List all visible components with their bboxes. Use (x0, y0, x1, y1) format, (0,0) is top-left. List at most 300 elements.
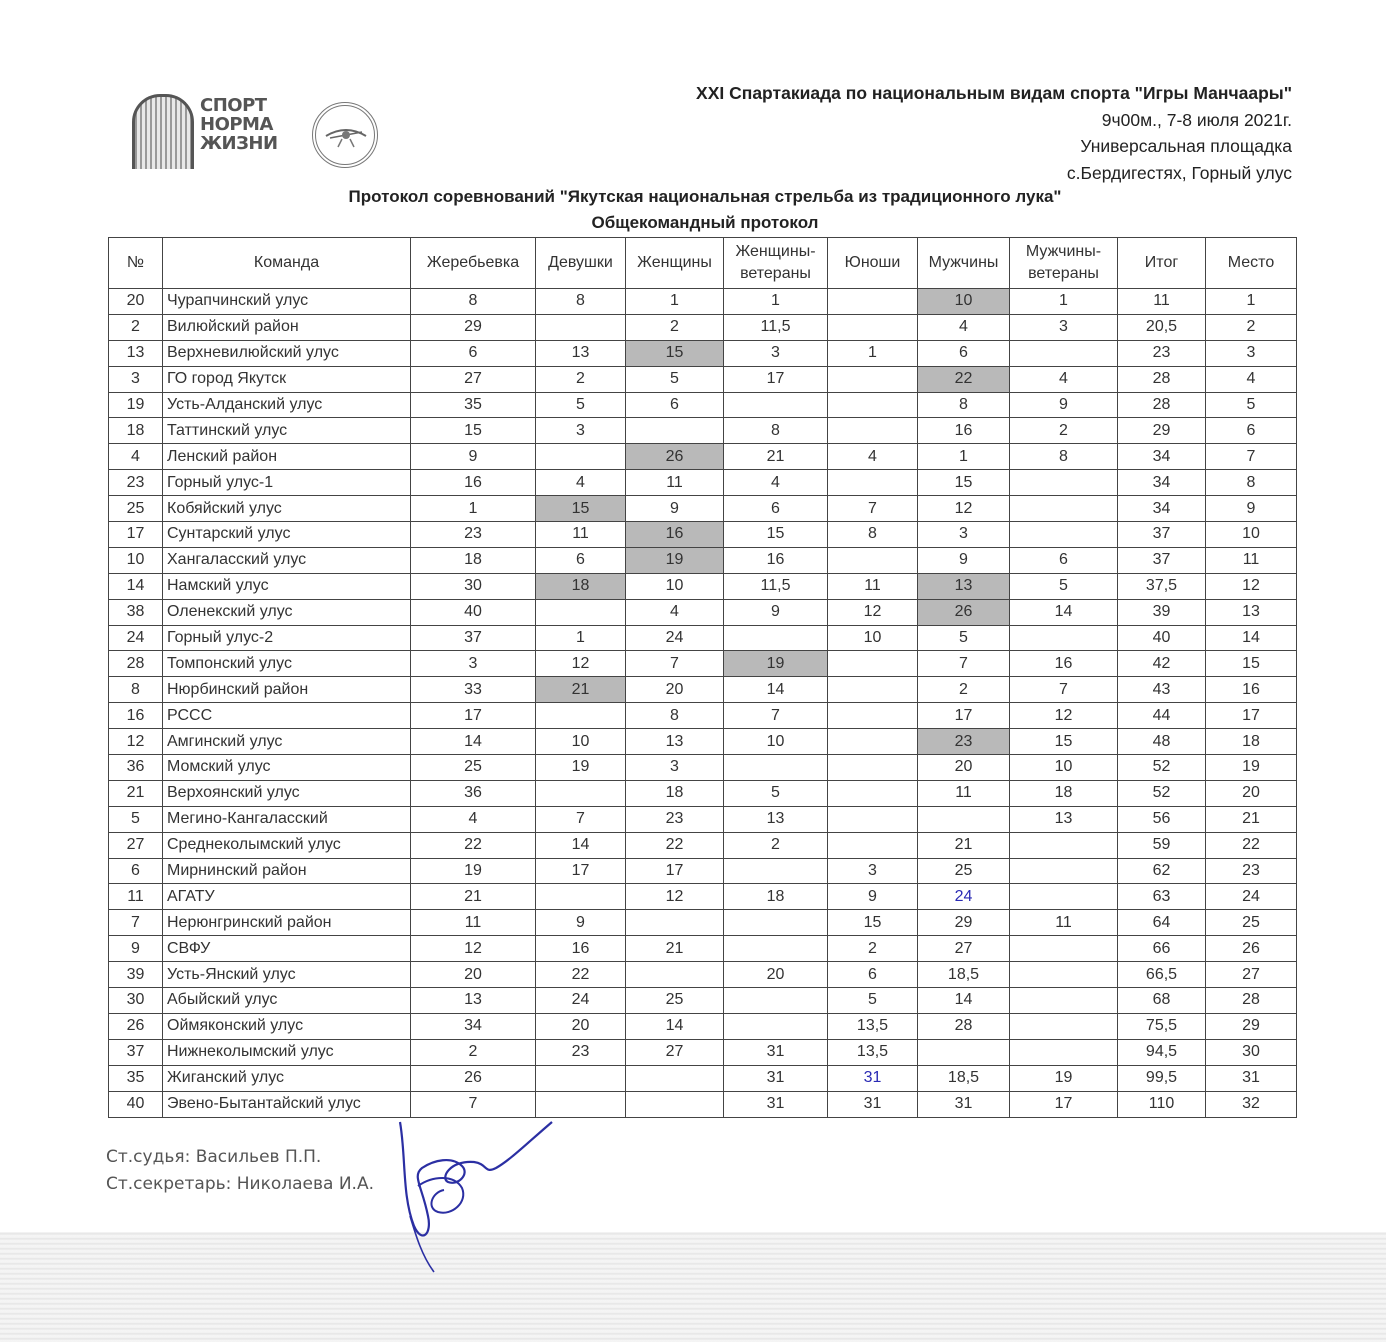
girls-score: 2 (536, 366, 626, 392)
total-score: 23 (1118, 340, 1206, 366)
youth-score (828, 780, 918, 806)
youth-score: 8 (828, 522, 918, 548)
youth-score (828, 470, 918, 496)
column-header: Итог (1118, 238, 1206, 289)
total-score: 39 (1118, 599, 1206, 625)
row-number: 35 (109, 1065, 163, 1091)
table-row (109, 677, 1297, 703)
draw-cell: 29 (411, 314, 536, 340)
team-name: Среднеколымский улус (163, 832, 411, 858)
youth-score: 13,5 (828, 1013, 918, 1039)
draw-cell: 36 (411, 780, 536, 806)
row-number: 26 (109, 1013, 163, 1039)
men-score: 11 (918, 780, 1010, 806)
draw-cell: 26 (411, 1065, 536, 1091)
team-name: Вилюйский район (163, 314, 411, 340)
women-veterans-score: 11,5 (724, 314, 828, 340)
table-row (109, 755, 1297, 781)
draw-cell: 17 (411, 703, 536, 729)
draw-cell: 33 (411, 677, 536, 703)
youth-score (828, 806, 918, 832)
table-row (109, 910, 1297, 936)
men-veterans-score (1010, 962, 1118, 988)
men-score (918, 1039, 1010, 1065)
logos (130, 92, 390, 170)
youth-score (828, 418, 918, 444)
team-name: Горный улус-2 (163, 625, 411, 651)
chief-secretary: Ст.секретарь: Николаева И.А. (106, 1174, 374, 1194)
women-score: 8 (626, 703, 724, 729)
men-score: 20 (918, 755, 1010, 781)
event-title: XXI Спартакиада по национальным видам спорта "Игры Манчаары" (696, 83, 1292, 103)
youth-score (828, 677, 918, 703)
total-score: 99,5 (1118, 1065, 1206, 1091)
men-veterans-score: 6 (1010, 547, 1118, 573)
girls-score: 17 (536, 858, 626, 884)
draw-cell: 15 (411, 418, 536, 444)
women-score (626, 418, 724, 444)
women-veterans-score: 31 (724, 1065, 828, 1091)
girls-score (536, 599, 626, 625)
team-name: РССС (163, 703, 411, 729)
place-cell: 26 (1206, 936, 1297, 962)
total-score: 64 (1118, 910, 1206, 936)
draw-cell: 21 (411, 884, 536, 910)
men-veterans-score: 2 (1010, 418, 1118, 444)
draw-cell: 35 (411, 392, 536, 418)
table-row (109, 573, 1297, 599)
total-score: 11 (1118, 289, 1206, 315)
table-row (109, 522, 1297, 548)
table-row (109, 832, 1297, 858)
draw-cell: 23 (411, 522, 536, 548)
total-score: 66,5 (1118, 962, 1206, 988)
team-name: Нюрбинский район (163, 677, 411, 703)
table-row (109, 1065, 1297, 1091)
row-number: 30 (109, 988, 163, 1014)
draw-cell: 20 (411, 962, 536, 988)
event-venue: Универсальная площадка (1080, 136, 1292, 156)
women-score: 20 (626, 677, 724, 703)
draw-cell: 9 (411, 444, 536, 470)
men-veterans-score: 9 (1010, 392, 1118, 418)
women-veterans-score: 8 (724, 418, 828, 444)
girls-score: 5 (536, 392, 626, 418)
draw-cell: 30 (411, 573, 536, 599)
place-cell: 29 (1206, 1013, 1297, 1039)
women-score: 26 (626, 444, 724, 470)
men-score: 15 (918, 470, 1010, 496)
chief-judge: Ст.судья: Васильев П.П. (106, 1147, 322, 1167)
youth-score: 31 (828, 1091, 918, 1117)
place-cell: 9 (1206, 496, 1297, 522)
men-veterans-score (1010, 522, 1118, 548)
sport-norm-logo (130, 92, 295, 168)
row-number: 9 (109, 936, 163, 962)
row-number: 6 (109, 858, 163, 884)
team-name: Мирнинский район (163, 858, 411, 884)
men-score: 25 (918, 858, 1010, 884)
total-score: 37 (1118, 522, 1206, 548)
draw-cell: 13 (411, 988, 536, 1014)
table-row (109, 962, 1297, 988)
team-name: Томпонский улус (163, 651, 411, 677)
women-veterans-score: 11,5 (724, 573, 828, 599)
girls-score: 14 (536, 832, 626, 858)
team-name: Таттинский улус (163, 418, 411, 444)
row-number: 7 (109, 910, 163, 936)
team-name: Эвено-Бытантайский улус (163, 1091, 411, 1117)
girls-score: 4 (536, 470, 626, 496)
women-score: 17 (626, 858, 724, 884)
men-veterans-score (1010, 340, 1118, 366)
team-name: Оймяконский улус (163, 1013, 411, 1039)
place-cell: 11 (1206, 547, 1297, 573)
men-veterans-score: 7 (1010, 677, 1118, 703)
draw-cell: 16 (411, 470, 536, 496)
men-veterans-score: 18 (1010, 780, 1118, 806)
women-score: 21 (626, 936, 724, 962)
men-veterans-score: 8 (1010, 444, 1118, 470)
place-cell: 22 (1206, 832, 1297, 858)
table-row (109, 936, 1297, 962)
row-number: 25 (109, 496, 163, 522)
women-veterans-score: 1 (724, 289, 828, 315)
table-row (109, 729, 1297, 755)
girls-score: 13 (536, 340, 626, 366)
total-score: 68 (1118, 988, 1206, 1014)
event-location: с.Бердигестях, Горный улус (1066, 162, 1292, 183)
place-cell: 28 (1206, 988, 1297, 1014)
women-veterans-score: 4 (724, 470, 828, 496)
table-row (109, 780, 1297, 806)
table-row (109, 884, 1297, 910)
draw-cell: 34 (411, 1013, 536, 1039)
girls-score (536, 314, 626, 340)
women-veterans-score: 16 (724, 547, 828, 573)
total-score: 56 (1118, 806, 1206, 832)
place-cell: 2 (1206, 314, 1297, 340)
draw-cell: 12 (411, 936, 536, 962)
draw-cell: 40 (411, 599, 536, 625)
row-number: 3 (109, 366, 163, 392)
girls-score (536, 703, 626, 729)
total-score: 40 (1118, 625, 1206, 651)
girls-score: 1 (536, 625, 626, 651)
men-score: 27 (918, 936, 1010, 962)
girls-score: 21 (536, 677, 626, 703)
row-number: 14 (109, 573, 163, 599)
total-score: 37 (1118, 547, 1206, 573)
women-score: 3 (626, 755, 724, 781)
men-veterans-score: 3 (1010, 314, 1118, 340)
row-number: 23 (109, 470, 163, 496)
youth-score: 13,5 (828, 1039, 918, 1065)
men-score: 21 (918, 832, 1010, 858)
men-score: 24 (918, 884, 1010, 910)
youth-score: 7 (828, 496, 918, 522)
team-name: СВФУ (163, 936, 411, 962)
girls-score: 3 (536, 418, 626, 444)
women-veterans-score: 21 (724, 444, 828, 470)
place-cell: 13 (1206, 599, 1297, 625)
youth-score: 9 (828, 884, 918, 910)
men-score: 4 (918, 314, 1010, 340)
place-cell: 19 (1206, 755, 1297, 781)
team-name: Горный улус-1 (163, 470, 411, 496)
column-header: Женщины-ветераны (724, 238, 828, 289)
place-cell: 27 (1206, 962, 1297, 988)
women-veterans-score: 3 (724, 340, 828, 366)
column-header: Место (1206, 238, 1297, 289)
row-number: 38 (109, 599, 163, 625)
place-cell: 21 (1206, 806, 1297, 832)
column-header: Женщины (626, 238, 724, 289)
team-name: АГАТУ (163, 884, 411, 910)
draw-cell: 27 (411, 366, 536, 392)
youth-score: 12 (828, 599, 918, 625)
women-veterans-score (724, 755, 828, 781)
column-header: Команда (163, 238, 411, 289)
women-veterans-score: 19 (724, 651, 828, 677)
draw-cell: 22 (411, 832, 536, 858)
team-name: Верхоянский улус (163, 780, 411, 806)
women-score: 11 (626, 470, 724, 496)
men-score: 29 (918, 910, 1010, 936)
row-number: 16 (109, 703, 163, 729)
team-name: ГО город Якутск (163, 366, 411, 392)
column-header: Мужчины (918, 238, 1010, 289)
draw-cell: 4 (411, 806, 536, 832)
place-cell: 24 (1206, 884, 1297, 910)
table-row (109, 444, 1297, 470)
girls-score: 16 (536, 936, 626, 962)
draw-cell: 14 (411, 729, 536, 755)
youth-score: 31 (828, 1065, 918, 1091)
girls-score (536, 780, 626, 806)
total-score: 62 (1118, 858, 1206, 884)
women-score: 25 (626, 988, 724, 1014)
draw-cell: 3 (411, 651, 536, 677)
row-number: 40 (109, 1091, 163, 1117)
table-row (109, 314, 1297, 340)
women-veterans-score (724, 988, 828, 1014)
girls-score: 10 (536, 729, 626, 755)
row-number: 5 (109, 806, 163, 832)
place-cell: 20 (1206, 780, 1297, 806)
men-veterans-score: 11 (1010, 910, 1118, 936)
total-score: 43 (1118, 677, 1206, 703)
men-veterans-score: 14 (1010, 599, 1118, 625)
women-veterans-score: 18 (724, 884, 828, 910)
table-row (109, 496, 1297, 522)
table-row (109, 289, 1297, 315)
girls-score: 24 (536, 988, 626, 1014)
men-veterans-score (1010, 1013, 1118, 1039)
women-score: 22 (626, 832, 724, 858)
men-score: 23 (918, 729, 1010, 755)
table-row (109, 858, 1297, 884)
draw-cell: 18 (411, 547, 536, 573)
place-cell: 5 (1206, 392, 1297, 418)
total-score: 34 (1118, 444, 1206, 470)
place-cell: 8 (1206, 470, 1297, 496)
men-veterans-score: 15 (1010, 729, 1118, 755)
total-score: 94,5 (1118, 1039, 1206, 1065)
men-score: 7 (918, 651, 1010, 677)
results-body (109, 289, 1297, 1118)
row-number: 36 (109, 755, 163, 781)
total-score: 52 (1118, 780, 1206, 806)
men-veterans-score (1010, 858, 1118, 884)
row-number: 8 (109, 677, 163, 703)
women-veterans-score (724, 936, 828, 962)
men-veterans-score: 5 (1010, 573, 1118, 599)
girls-score (536, 884, 626, 910)
place-cell: 30 (1206, 1039, 1297, 1065)
youth-score: 15 (828, 910, 918, 936)
total-score: 37,5 (1118, 573, 1206, 599)
row-number: 18 (109, 418, 163, 444)
place-cell: 31 (1206, 1065, 1297, 1091)
men-veterans-score: 19 (1010, 1065, 1118, 1091)
total-score: 28 (1118, 366, 1206, 392)
youth-score (828, 703, 918, 729)
place-cell: 15 (1206, 651, 1297, 677)
team-name: Кобяйский улус (163, 496, 411, 522)
row-number: 28 (109, 651, 163, 677)
logo-line: СПОРТ (200, 95, 267, 116)
girls-score: 20 (536, 1013, 626, 1039)
table-row (109, 703, 1297, 729)
men-score: 3 (918, 522, 1010, 548)
total-score: 34 (1118, 496, 1206, 522)
girls-score: 23 (536, 1039, 626, 1065)
women-veterans-score (724, 1013, 828, 1039)
men-score (918, 806, 1010, 832)
table-row (109, 1091, 1297, 1117)
women-score: 19 (626, 547, 724, 573)
women-veterans-score: 14 (724, 677, 828, 703)
girls-score (536, 444, 626, 470)
women-score: 12 (626, 884, 724, 910)
women-veterans-score: 17 (724, 366, 828, 392)
men-score: 18,5 (918, 962, 1010, 988)
women-score (626, 910, 724, 936)
draw-cell: 19 (411, 858, 536, 884)
youth-score: 10 (828, 625, 918, 651)
total-score: 42 (1118, 651, 1206, 677)
place-cell: 4 (1206, 366, 1297, 392)
youth-score: 11 (828, 573, 918, 599)
table-row (109, 340, 1297, 366)
men-score: 26 (918, 599, 1010, 625)
women-score: 4 (626, 599, 724, 625)
row-number: 39 (109, 962, 163, 988)
team-name: Жиганский улус (163, 1065, 411, 1091)
column-header: Юноши (828, 238, 918, 289)
total-score: 34 (1118, 470, 1206, 496)
table-row (109, 366, 1297, 392)
men-score: 18,5 (918, 1065, 1010, 1091)
women-score (626, 962, 724, 988)
table-row (109, 1013, 1297, 1039)
sport-norm-logo-text (200, 96, 278, 153)
table-row (109, 392, 1297, 418)
women-veterans-score (724, 910, 828, 936)
column-header: № (109, 238, 163, 289)
team-name: Мегино-Кангаласский (163, 806, 411, 832)
women-veterans-score: 15 (724, 522, 828, 548)
team-name: Чурапчинский улус (163, 289, 411, 315)
row-number: 13 (109, 340, 163, 366)
youth-score: 4 (828, 444, 918, 470)
women-score: 5 (626, 366, 724, 392)
men-veterans-score: 17 (1010, 1091, 1118, 1117)
team-name: Амгинский улус (163, 729, 411, 755)
youth-score: 5 (828, 988, 918, 1014)
men-veterans-score: 16 (1010, 651, 1118, 677)
table-row (109, 547, 1297, 573)
girls-score: 18 (536, 573, 626, 599)
place-cell: 32 (1206, 1091, 1297, 1117)
event-time-date: 9ч00м., 7-8 июля 2021г. (1101, 109, 1292, 130)
team-name: Момский улус (163, 755, 411, 781)
archer-seal-icon (312, 102, 378, 168)
women-score: 27 (626, 1039, 724, 1065)
logo-line: ЖИЗНИ (200, 133, 278, 154)
arch-emblem-icon (132, 94, 194, 169)
table-row (109, 988, 1297, 1014)
men-score: 5 (918, 625, 1010, 651)
men-veterans-score (1010, 884, 1118, 910)
women-veterans-score: 2 (724, 832, 828, 858)
men-veterans-score (1010, 832, 1118, 858)
women-veterans-score: 5 (724, 780, 828, 806)
women-score (626, 1065, 724, 1091)
total-score: 20,5 (1118, 314, 1206, 340)
women-score: 18 (626, 780, 724, 806)
place-cell: 12 (1206, 573, 1297, 599)
youth-score: 6 (828, 962, 918, 988)
draw-cell: 7 (411, 1091, 536, 1117)
handwritten-signature (392, 1116, 562, 1276)
girls-score (536, 1091, 626, 1117)
place-cell: 23 (1206, 858, 1297, 884)
men-score: 6 (918, 340, 1010, 366)
total-score: 52 (1118, 755, 1206, 781)
team-name: Ленский район (163, 444, 411, 470)
men-score: 9 (918, 547, 1010, 573)
girls-score: 7 (536, 806, 626, 832)
men-score: 14 (918, 988, 1010, 1014)
youth-score (828, 832, 918, 858)
row-number: 17 (109, 522, 163, 548)
place-cell: 18 (1206, 729, 1297, 755)
row-number: 4 (109, 444, 163, 470)
men-score: 17 (918, 703, 1010, 729)
girls-score: 8 (536, 289, 626, 315)
row-number: 19 (109, 392, 163, 418)
women-score: 23 (626, 806, 724, 832)
youth-score (828, 366, 918, 392)
place-cell: 7 (1206, 444, 1297, 470)
team-name: Оленекский улус (163, 599, 411, 625)
protocol-subtitle: Общекомандный протокол (591, 213, 819, 232)
men-score: 16 (918, 418, 1010, 444)
place-cell: 17 (1206, 703, 1297, 729)
table-row (109, 418, 1297, 444)
